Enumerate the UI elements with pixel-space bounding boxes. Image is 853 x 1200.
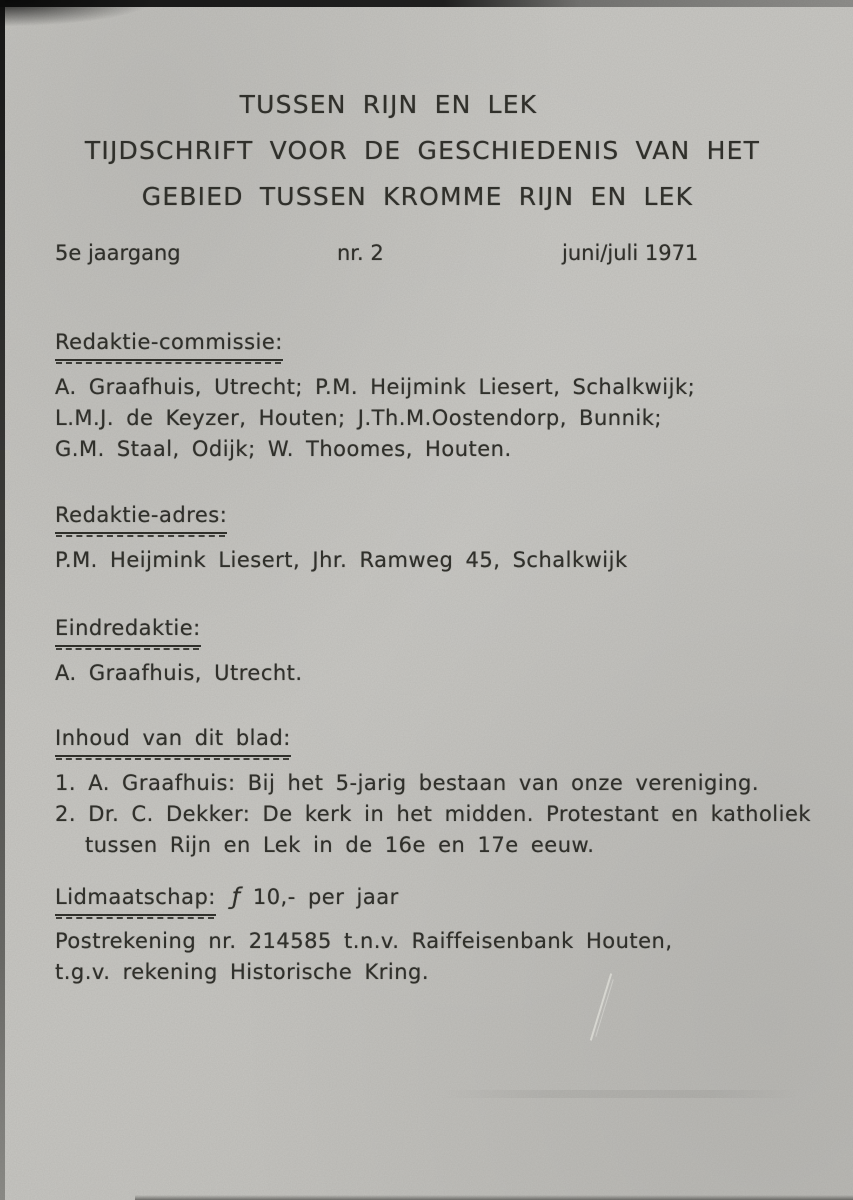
editorial-address-heading: Redaktie-adres: [55, 500, 227, 534]
contents-item-continuation: tussen Rijn en Lek in de 16e en 17e eeuw. [85, 833, 595, 857]
final-editing-line: A. Graafhuis, Utrecht. [55, 661, 303, 685]
section-heading-row [55, 723, 823, 753]
membership-heading: Lidmaatschap: [55, 882, 216, 916]
section-contents [55, 723, 823, 861]
paper-smudge [440, 1090, 800, 1098]
editorial-address-line: P.M. Heijmink Liesert, Jhr. Ramweg 45, Schalkwijk [55, 548, 628, 572]
journal-subtitle-line2: GEBIED TUSSEN KROMME RIJN EN LEK [141, 182, 694, 211]
section-membership [55, 881, 823, 988]
journal-subtitle-line1: TIJDSCHRIFT VOOR DE GESCHIEDENIS VAN HET [84, 136, 761, 165]
final-editing-heading: Eindredaktie: [55, 613, 201, 647]
committee-members-line: G.M. Staal, Odijk; W. Thoomes, Houten. [55, 437, 512, 461]
issue-date: juni/juli 1971 [562, 241, 699, 265]
section-heading-row [55, 500, 823, 530]
section-heading-row [55, 881, 823, 911]
section-heading-row [55, 613, 823, 643]
membership-fee: ƒ 10,- per jaar [231, 882, 399, 910]
contents-item: 1. A. Graafhuis: Bij het 5-jarig bestaan van onze vereniging. [55, 771, 760, 795]
editorial-committee-heading: Redaktie-commissie: [55, 327, 283, 361]
issue-number: nr. 2 [337, 241, 384, 265]
section-heading-row [55, 327, 823, 357]
issue-volume: 5e jaargang [55, 241, 181, 265]
masthead [0, 82, 853, 220]
section-editorial-address [55, 500, 823, 576]
scan-edge-top-left-corner [0, 0, 150, 26]
committee-members-line: A. Graafhuis, Utrecht; P.M. Heijmink Liesert, Schalkwijk; [55, 375, 696, 399]
section-editorial-committee [55, 327, 823, 465]
bank-account-line: Postrekening nr. 214585 t.n.v. Raiffeisenbank Houten, [55, 929, 673, 953]
issue-info-row [0, 241, 853, 271]
section-final-editing [55, 613, 823, 689]
scan-edge-left [0, 0, 5, 1200]
bank-account-line: t.g.v. rekening Historische Kring. [55, 960, 430, 984]
journal-title: TUSSEN RIJN EN LEK [239, 90, 538, 119]
contents-heading: Inhoud van dit blad: [55, 723, 291, 757]
contents-item: 2. Dr. C. Dekker: De kerk in het midden. Protestant en katholiek [55, 802, 812, 826]
scan-edge-bottom [135, 1195, 853, 1200]
committee-members-line: L.M.J. de Keyzer, Houten; J.Th.M.Oostendorp, Bunnik; [55, 406, 662, 430]
